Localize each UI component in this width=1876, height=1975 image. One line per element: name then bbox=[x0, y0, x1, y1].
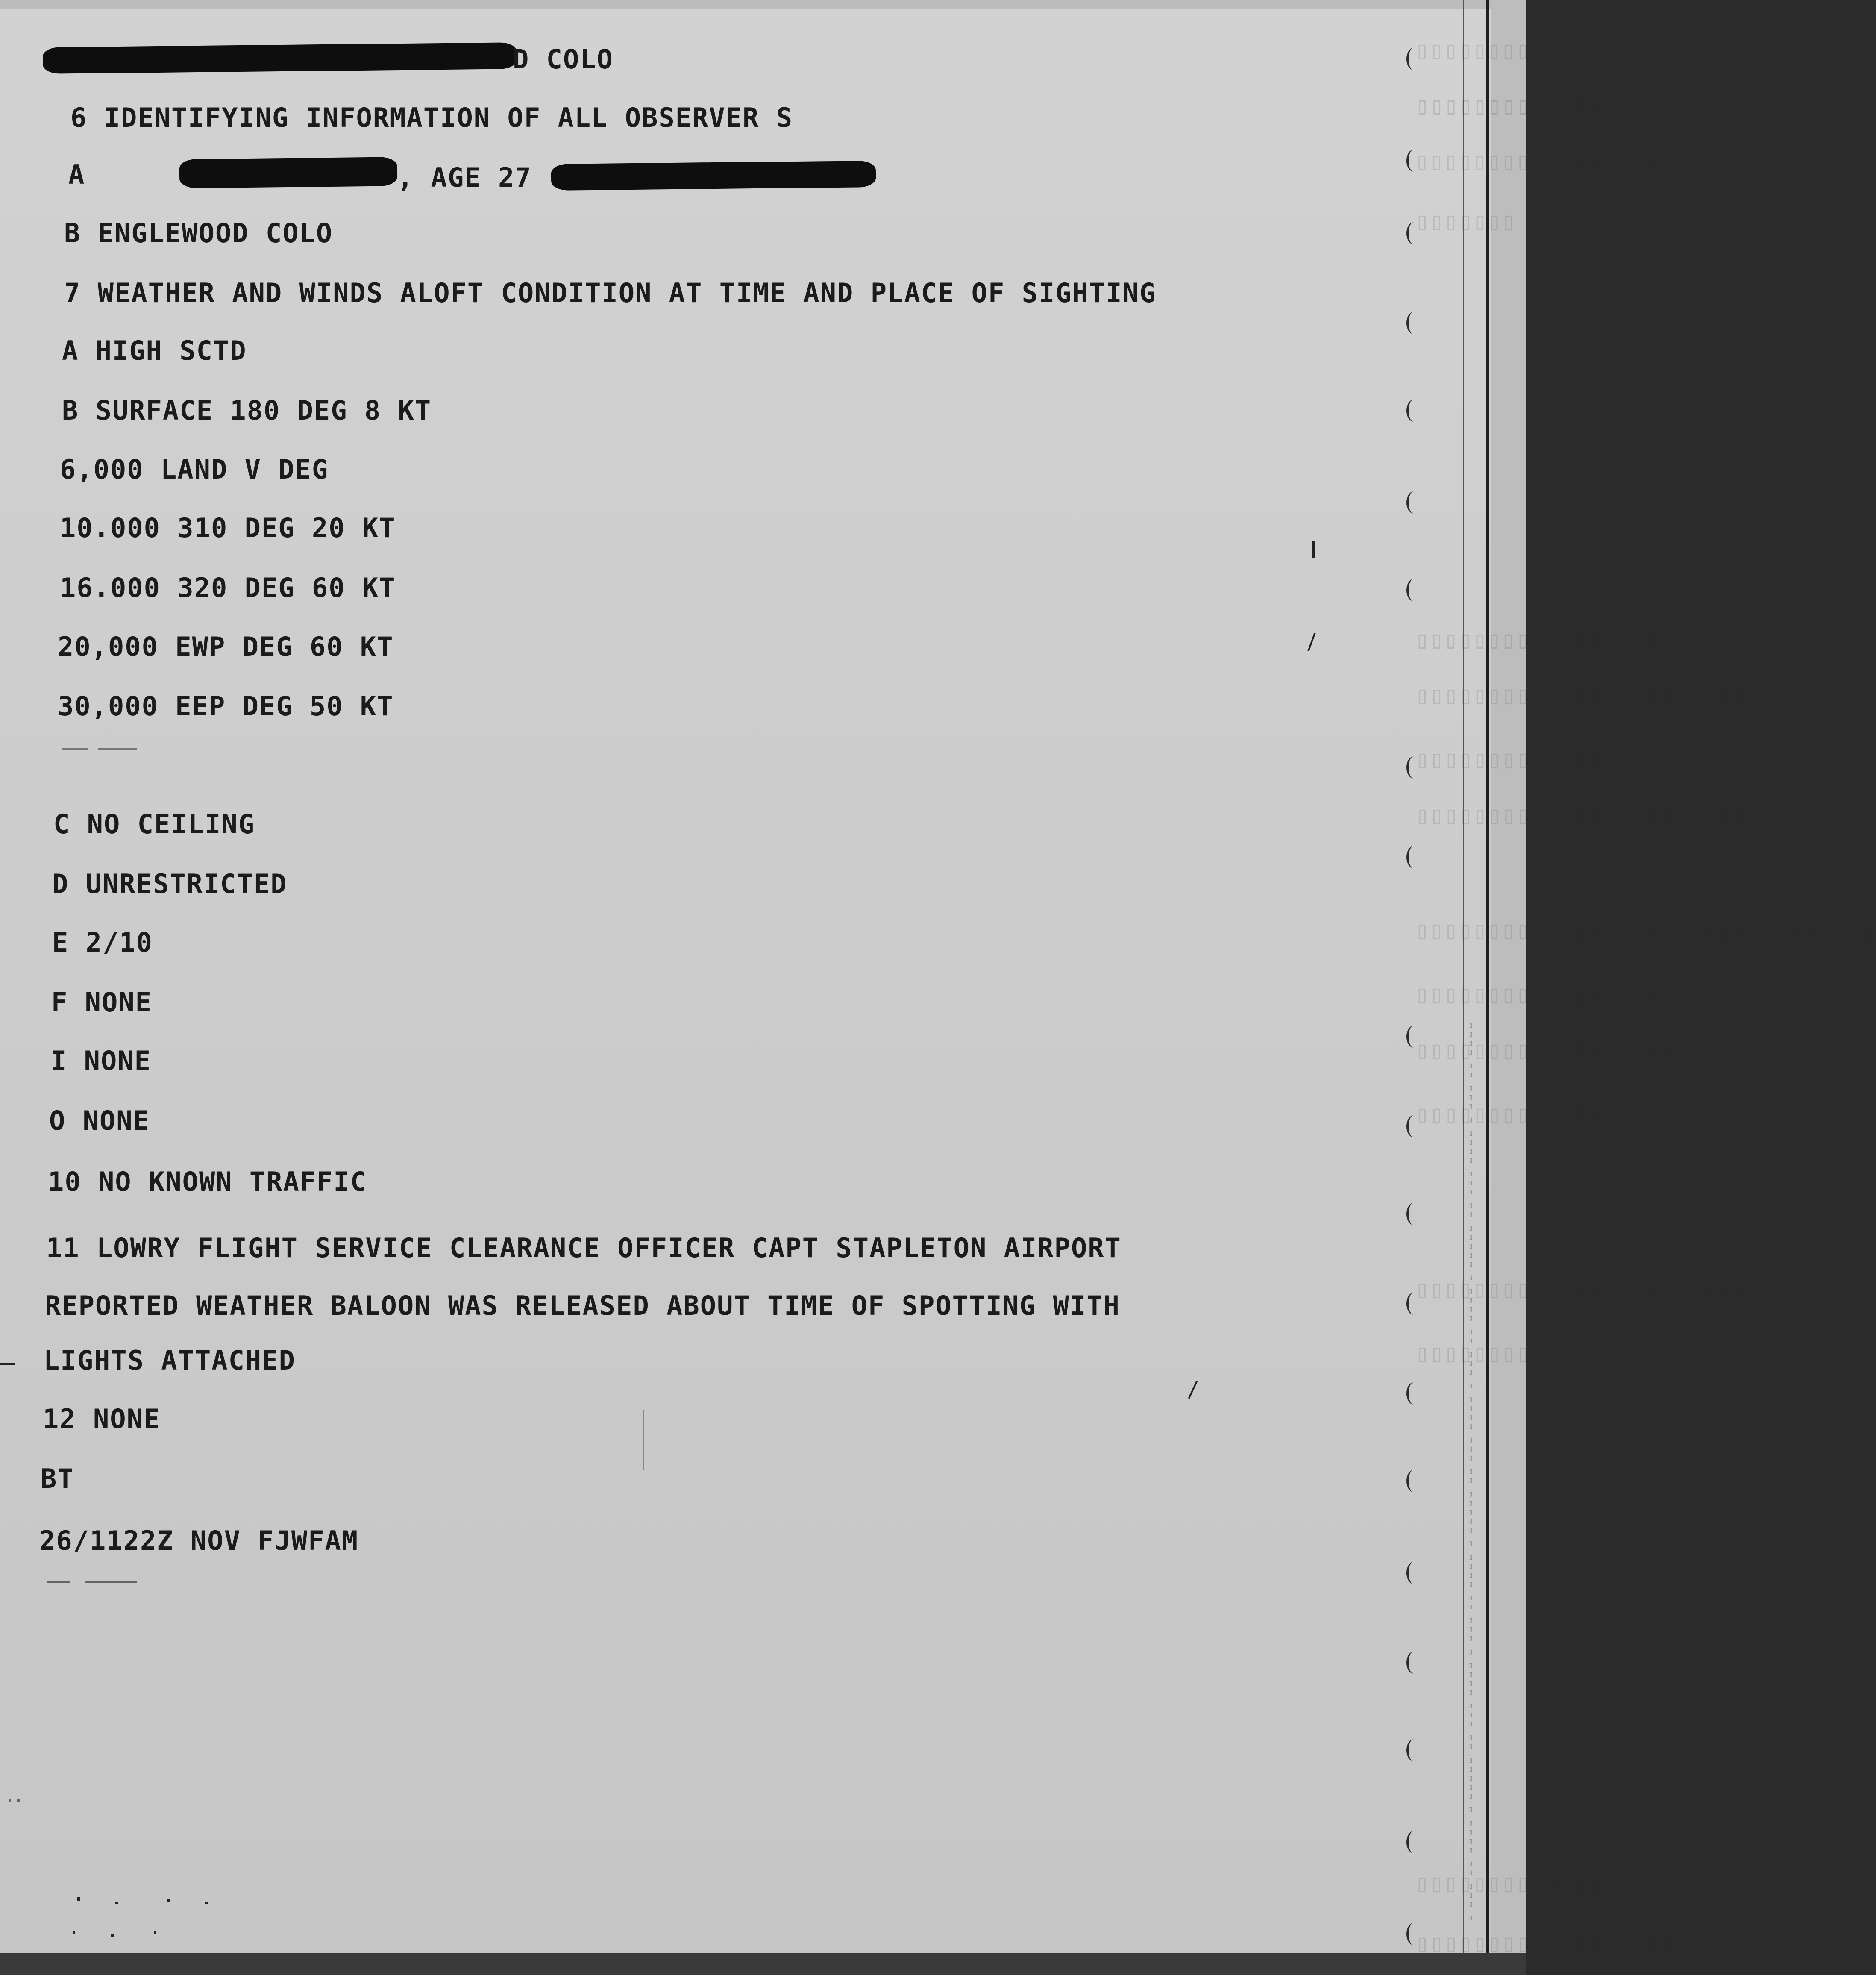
bleed-through-texture: ▯▯▯▯▯▯▯▯▯▯▯▯▯▯▯▯▯▯▯▯▯▯▯▯▯▯▯▯▯▯▯▯ bbox=[1415, 917, 1876, 944]
sprocket-hole bbox=[1406, 1382, 1421, 1405]
doc-line: A HIGH SCTD bbox=[62, 335, 247, 366]
redaction-bar bbox=[551, 161, 876, 191]
bleed-through-texture: ▯▯▯▯▯▯▯▯▯▯▯ bbox=[1415, 36, 1574, 64]
sprocket-hole bbox=[1406, 312, 1421, 334]
doc-line: , AGE 27 bbox=[397, 162, 532, 193]
sprocket-hole bbox=[1406, 222, 1421, 244]
bleed-through-texture: ▯▯▯▯▯▯▯▯▯▯▯▯▯▯▯▯▯▯▯▯ bbox=[1415, 1036, 1703, 1064]
doc-line: I NONE bbox=[50, 1045, 151, 1076]
right-border-rule bbox=[1486, 0, 1489, 1953]
margin-imprint-texture: ▯ ▯▯▯ ▯▯ ▯▯▯▯ ▯ ▯▯▯▯▯ ▯▯ ▯▯▯ ▯▯▯▯ ▯ ▯▯▯ ▯▯ ▯▯▯▯ ▯ ▯▯▯▯▯ ▯▯ ▯▯▯ ▯▯▯▯ ▯ ▯▯▯ ▯▯ ▯▯▯▯ ▯ ▯▯▯▯▯ ▯▯ ▯▯▯ ▯▯▯▯ ▯ ▯▯▯ ▯▯ ▯▯▯▯ bbox=[1466, 1021, 1475, 1923]
bleed-through-texture: ▯▯▯▯▯▯▯▯▯▯▯▯▯ bbox=[1415, 1100, 1603, 1128]
bleed-through-texture: ▯▯▯▯▯▯▯▯▯▯▯▯▯▯▯▯▯▯▯▯▯▯▯ bbox=[1415, 801, 1747, 829]
doc-line: F NONE bbox=[51, 987, 152, 1018]
redaction-bar bbox=[43, 42, 517, 74]
doc-line: REPORTED WEATHER BALOON WAS RELEASED ABOUT TIME OF SPOTTING WITH bbox=[45, 1290, 1120, 1321]
sprocket-hole bbox=[1406, 756, 1421, 779]
doc-line: D COLO bbox=[513, 44, 614, 75]
dash-mark bbox=[47, 1581, 70, 1583]
sprocket-hole bbox=[1406, 1026, 1421, 1048]
dash-mark bbox=[85, 1581, 137, 1583]
tick-mark bbox=[643, 1410, 644, 1470]
dash-mark bbox=[0, 1363, 15, 1365]
bleed-through-texture: ▯▯▯▯▯▯▯▯▯▯▯▯▯▯▯▯▯▯ bbox=[1415, 626, 1674, 654]
doc-line: BT bbox=[41, 1463, 74, 1494]
doc-line: A bbox=[68, 159, 85, 190]
sprocket-hole bbox=[1406, 1831, 1421, 1853]
doc-line: 12 NONE bbox=[43, 1403, 161, 1434]
speck bbox=[205, 1902, 208, 1904]
scan-bottom-border bbox=[0, 1953, 1526, 1975]
doc-line: 7 WEATHER AND WINDS ALOFT CONDITION AT TIME AND PLACE OF SIGHTING bbox=[64, 277, 1157, 309]
sprocket-hole bbox=[1406, 846, 1421, 868]
bleed-through-texture: ▯▯▯▯▯▯▯▯▯▯▯▯▯▯▯▯▯▯▯▯▯▯▯▯▯ bbox=[1415, 1276, 1775, 1303]
sprocket-hole bbox=[1406, 579, 1421, 601]
doc-line: 20,000 EWP DEG 60 KT bbox=[58, 631, 394, 662]
sprocket-hole bbox=[1406, 1293, 1421, 1315]
bleed-through-texture: ▯▯▯▯▯▯▯▯▯▯▯▯▯▯▯▯ bbox=[1415, 746, 1646, 773]
doc-line: C NO CEILING bbox=[53, 808, 255, 840]
speck bbox=[167, 1899, 170, 1902]
doc-line: B ENGLEWOOD COLO bbox=[64, 217, 333, 249]
dash-mark bbox=[98, 748, 137, 750]
bleed-through-texture: ▯▯▯▯▯▯▯▯▯▯▯▯▯▯▯▯▯▯▯▯▯▯▯▯ bbox=[1415, 682, 1761, 709]
doc-line: B SURFACE 180 DEG 8 KT bbox=[62, 395, 432, 426]
tear-line-rule bbox=[1463, 0, 1464, 1953]
sprocket-hole bbox=[1406, 1923, 1421, 1945]
doc-line: 10.000 310 DEG 20 KT bbox=[60, 512, 396, 544]
doc-line: D UNRESTRICTED bbox=[52, 868, 288, 899]
doc-line: 11 LOWRY FLIGHT SERVICE CLEARANCE OFFICER CAPT STAPLETON AIRPORT bbox=[46, 1232, 1121, 1264]
dash-mark bbox=[62, 748, 88, 750]
doc-line: LIGHTS ATTACHED bbox=[44, 1345, 296, 1376]
sprocket-hole bbox=[1406, 1652, 1421, 1674]
sprocket-hole bbox=[1406, 1115, 1421, 1137]
speck bbox=[77, 1897, 80, 1901]
redaction-bar bbox=[179, 157, 398, 188]
speck bbox=[9, 1799, 11, 1802]
sprocket-hole bbox=[1406, 1203, 1421, 1225]
bleed-through-texture: ▯▯▯▯▯▯▯ bbox=[1415, 207, 1516, 235]
bleed-through-texture: ▯▯▯▯▯▯▯▯▯▯▯▯▯ bbox=[1415, 92, 1603, 120]
doc-line: 16.000 320 DEG 60 KT bbox=[60, 572, 396, 603]
paper-top-edge bbox=[0, 0, 1491, 9]
bleed-through-texture: ▯▯▯▯▯▯▯▯▯▯▯▯▯▯▯▯▯▯▯▯ bbox=[1415, 1929, 1703, 1957]
doc-line: 10 NO KNOWN TRAFFIC bbox=[48, 1166, 367, 1197]
bleed-through-texture: ▯▯▯▯▯▯▯▯▯▯▯▯▯▯▯▯▯▯▯ bbox=[1415, 147, 1689, 175]
doc-line: 6 IDENTIFYING INFORMATION OF ALL OBSERVER S bbox=[70, 102, 793, 133]
doc-line: E 2/10 bbox=[52, 927, 153, 958]
sprocket-hole bbox=[1406, 48, 1421, 70]
doc-line: 6,000 LAND V DEG bbox=[60, 454, 329, 485]
bleed-through-texture: ▯▯▯▯▯▯▯▯▯▯▯▯▯▯▯▯▯▯ bbox=[1415, 981, 1674, 1008]
speck bbox=[17, 1799, 20, 1802]
speck bbox=[154, 1931, 156, 1934]
sprocket-hole bbox=[1406, 491, 1421, 514]
speck bbox=[115, 1902, 118, 1904]
sprocket-hole bbox=[1406, 1562, 1421, 1584]
doc-line: O NONE bbox=[49, 1105, 150, 1136]
bleed-through-texture: ▯▯▯▯▯▯▯▯▯▯▯▯▯▯▯ bbox=[1415, 1869, 1631, 1897]
sprocket-hole bbox=[1406, 400, 1421, 422]
sprocket-hole bbox=[1406, 1739, 1421, 1761]
speck bbox=[111, 1934, 114, 1937]
tick-mark bbox=[1312, 541, 1315, 558]
bleed-through-texture: ▯▯▯▯▯▯▯▯▯▯ bbox=[1415, 1340, 1559, 1367]
sprocket-hole bbox=[1406, 1470, 1421, 1492]
sprocket-hole bbox=[1406, 150, 1421, 172]
doc-line: 26/1122Z NOV FJWFAM bbox=[39, 1525, 359, 1556]
doc-line: 30,000 EEP DEG 50 KT bbox=[58, 691, 394, 722]
speck bbox=[73, 1931, 75, 1934]
